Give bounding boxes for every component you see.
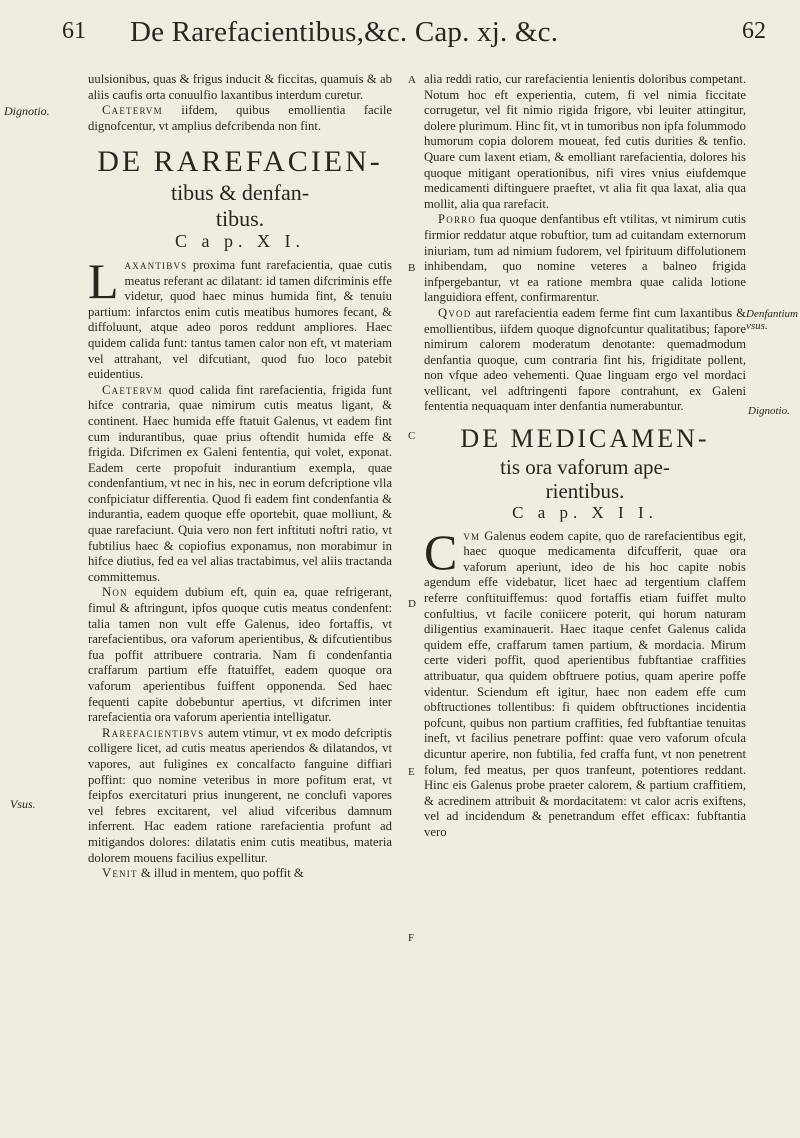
margin-note-densantium-usus: Denfantium vsus. xyxy=(746,308,798,332)
paragraph: Porro fua quoque denfantibus eft vtilitas, vt nimirum cutis firmior reddatur atque robuftior, tum ad cuitandam externorum iniuriam, tum ad nimium fudorem, vel fpirituum diffolutionem inhibendam, quo nomine veteres a balneo frigida infpergebantur, vt ea ratione membra quae calida lotione languidiora effent, confirmarentur. xyxy=(424,212,746,305)
margin-note-dignotio-right: Dignotio. xyxy=(748,405,790,417)
paragraph: Rarefacientibvs autem vtimur, vt ex modo defcriptis colligere licet, ad cutis meatus aperiendos & dilatandos, vt vapores, aut fuligines ex concalfacto fanguine diffiari poffint: quo nomine veteribus in more pofitum erat, vt feipfos exercitaturi prius inungerent, ne conclufi vapores vel febres excitarent, vel aliud vifceribus damnum inferrent. Hac eadem ratione rarefacientia profunt ad mitigandos dolores: dilatatis enim cutis meatibus, materia dolorem mouens facilius expellitur. xyxy=(88,725,392,865)
page-number-left: 61 xyxy=(62,18,86,44)
paragraph: Caetervm quod calida fint rarefacientia, frigida funt hifce contraria, quae nimirum cutis meatus ligant, & continent. Haec humida effe ftatuit Galenus, vt eadem fint cum indurantibus, quae prius oftendit humida effe & frigida. Difcrimen ex Galeni fententia, qui volet, exponat. Eadem certe propofuit indurantium exempla, quae condenfantium, vt nec in his, nec in eorum defcriptione vlla confpiciatur differentia. Quod fi eadem fint condenfantia & indurantia, eadem quoque effe oportebit, quae molliunt, & quae rarefaciunt. Quia vero non fert inftituti noftri ratio, vt fubtilius haec & copiofius exponamus, non morabimur in hifce diutius, fed ea vel alias tractabimus, vel aliis tractanda committemus. xyxy=(88,382,392,584)
chapter-heading: DE MEDICAMEN- xyxy=(460,424,710,454)
signature-mark-c: C xyxy=(408,430,416,442)
drop-cap: L xyxy=(88,252,119,309)
drop-cap: C xyxy=(424,523,458,580)
paragraph: Laxantibvs proxima funt rarefacientia, quae cutis meatus referant ac dilatant: id tamen difcriminis effe videtur, quod haec minus humida fint, & tenuiu partium: infarctos enim cutis meatibus humores fecant, & diffoluunt, atque adeo poros reddunt ampliores. Haec quidem calida funt: tantus tamen calor non eft, vt materiam vel attrahant, vel difcutiant, quod fuo loco patebit euidentius. xyxy=(88,252,392,382)
chapter-heading-line: rientibus. xyxy=(545,479,625,504)
paragraph: Qvod aut rarefacientia eadem ferme fint cum laxantibus & emollientibus, iifdem quoque dignofcuntur qualitatibus; fapore nimirum calorem moderatum denotante: quemadmodum denfantia quoque, cum contraria fint his, frigiditate pollent, non vfque adeo vehementi. Quae linguam ergo vel mordaci vellicant, vel adftringenti fapore contrahunt, ex Galeni fententia nequaquam inter denfantia numerabuntur. xyxy=(424,305,746,414)
paragraph: Caetervm iifdem, quibus emollientia facile dignofcentur, vt amplius defcribenda non fint. xyxy=(88,103,392,133)
right-column xyxy=(424,72,746,841)
signature-mark-f: F xyxy=(408,932,415,944)
page-number-right: 62 xyxy=(742,18,766,44)
left-column xyxy=(88,72,392,882)
running-title: De Rarefacientibus,&c. Cap. xj. &c. xyxy=(130,16,559,48)
signature-mark-a: A xyxy=(408,74,416,86)
paragraph: Non equidem dubium eft, quin ea, quae refrigerant, fimul & aftringunt, ipfos quoque cutis meatus condenfent: talia tamen non vult effe Galenus, ideo fortaffis, vt rarefacientibus, ora vaforum aperientibus, & difcutientibus fua poffit attribuere contraria. Nam fi condenfantia craffarum partium effe ftatuiffet, eadem quoque ora vaforum aperientibus fuiffent opponenda. Sed haec fequenti capite dobebuntur apertius, vt difcrimen inter rarefacientia ora vaforum aperientia intelligatur. xyxy=(88,585,392,725)
chapter-heading: DE RAREFACIEN- xyxy=(97,145,383,179)
chapter-number: C a p. X I I. xyxy=(512,503,658,523)
running-head xyxy=(40,16,780,56)
chapter-heading-line: tibus & denfan- xyxy=(170,180,310,206)
margin-note-usus: Vsus. xyxy=(10,797,36,811)
signature-mark-d: D xyxy=(408,598,416,610)
chapter-heading-line: tis ora vaforum ape- xyxy=(500,455,670,480)
signature-mark-b: B xyxy=(408,262,416,274)
signature-mark-e: E xyxy=(408,766,415,778)
paragraph: uulsionibus, quas & frigus inducit & ficcitas, quamuis & ab aliis caufis orta conuulfio laxantibus interdum curetur. xyxy=(88,72,392,102)
paragraph: alia reddi ratio, cur rarefacientia lenientis doloribus competant. Notum hoc eft experientia, cutem, fi vel nimia ficcitate corrugetur, vel fit nimio rigida frigore, vbi leuiter attingitur, dolere plurimum. Hinc fit, vt in tumoribus non ipfa folummodo humorum copia dolorem moueat, fed cutis durities & tenfio. Quare cum laxent etiam, & emolliant rarefacientia, dolores his quoque mitigant operationibus, nifi vires vnius eiufdemque medicamenti diftinguere praeftet, vt alia fit qua laxat, alia qua mollit, alia qua rarefacit. xyxy=(424,72,746,211)
paragraph: Cvm Galenus eodem capite, quo de rarefacientibus egit, haec quoque medicamenta difcufferit, quae ora vaforum aperiunt, ideo de his hoc capite nobis agendum effe videbatur, licet haec ad tergentium claffem referre conftituiffemus: quod fortaffis etiam fuiffet multo confultius, vt facile coniicere poterit, qui horum naturam diligentius examinauerit. Haec itaque cenfet Galenus calida quidem effe, craffarum tamen partium, & mordacia. Mirum certe videri poffit, quod aperientibus fubftantiae craffities attribuatur, qua quidem obftruere potius, quam aperire poffe videntur. Sciendum eft igitur, haec non eadem effe cum obftructiones tollentibus: fi quidem obftructiones incidentia pofcunt, quibus non partium craffities, fed fubftantiae tenuitas ineft, vt facilius penetrare poffint: quae vero vaforum ofcula dicuntur aperire, non fubtilia, fed craffa funt, vt non penetrent folum, fed meatus, per quos tranfeunt, potentiores reddant. Hinc eis Galenus probe praeter calorem, & partium craffitiem, & acredinem attribuit & mordacitatem: vt calor acris exiftens, vel ad incidendum & penetrandum effet efficax: fubftantia vero xyxy=(424,523,746,839)
chapter-number: C a p. X I. xyxy=(175,231,305,252)
paragraph: Venit & illud in mentem, quo poffit & xyxy=(102,866,304,881)
margin-note-dignotio: Dignotio. xyxy=(4,104,50,118)
chapter-heading-line: tibus. xyxy=(215,206,265,232)
